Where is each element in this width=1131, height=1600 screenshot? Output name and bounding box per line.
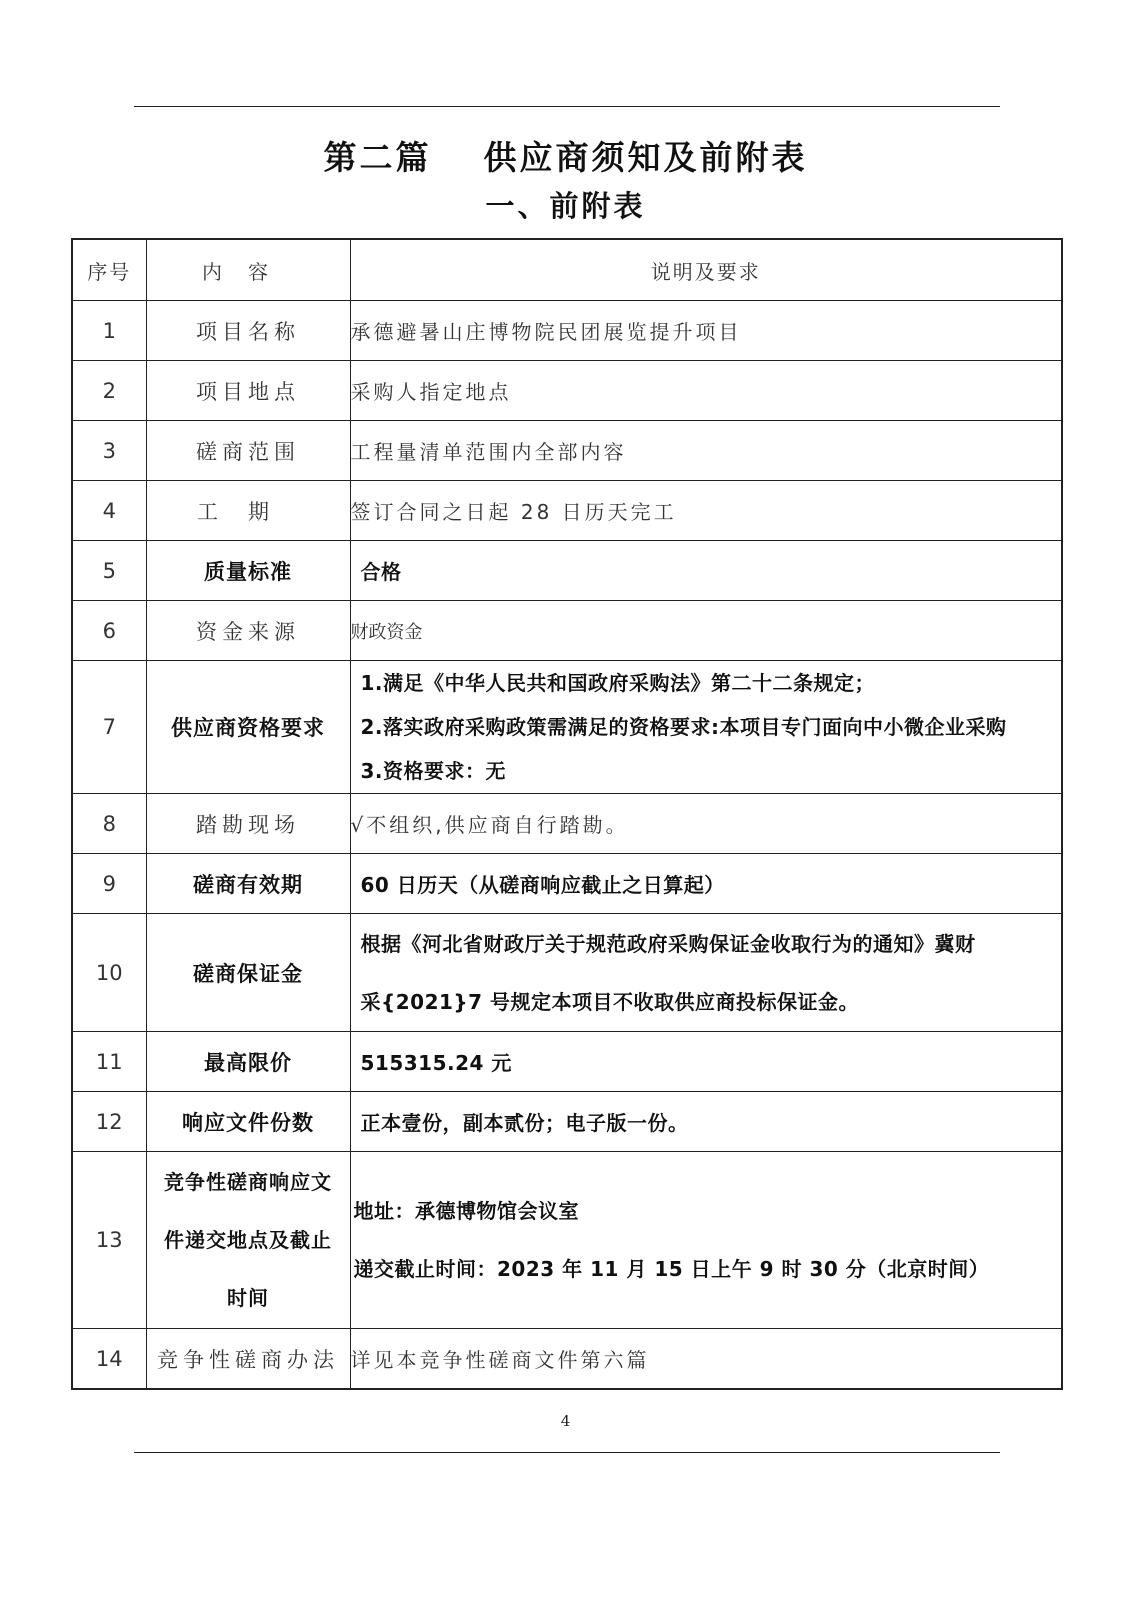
row-description: 60 日历天（从磋商响应截止之日算起） bbox=[350, 854, 1062, 914]
desc-line: 地址：承德博物馆会议室 bbox=[353, 1199, 579, 1223]
table-row bbox=[72, 661, 1062, 794]
row-number: 10 bbox=[72, 914, 146, 1032]
row-number: 8 bbox=[72, 794, 146, 854]
row-item: 项目地点 bbox=[146, 361, 350, 421]
desc-line: 根据《河北省财政厅关于规范政府采购保证金收取行为的通知》冀财 bbox=[360, 931, 976, 956]
row-item: 最高限价 bbox=[146, 1032, 350, 1092]
table-row bbox=[72, 1092, 1062, 1152]
desc-line: 采{2021}7 号规定本项目不收取供应商投标保证金。 bbox=[360, 989, 860, 1014]
row-description: 详见本竞争性磋商文件第六篇 bbox=[350, 1329, 1062, 1390]
row-number: 2 bbox=[72, 361, 146, 421]
row-item: 磋商有效期 bbox=[146, 854, 350, 914]
row-number: 5 bbox=[72, 541, 146, 601]
row-description bbox=[350, 914, 1062, 1032]
page-title bbox=[0, 132, 1131, 179]
table-row bbox=[72, 481, 1062, 541]
table-row bbox=[72, 1329, 1062, 1390]
footer-rule bbox=[134, 1452, 1000, 1453]
desc-line: 递交截止时间：2023 年 11 月 15 日上午 9 时 30 分（北京时间） bbox=[353, 1257, 990, 1281]
appendix-table bbox=[71, 238, 1063, 1390]
row-item: 踏勘现场 bbox=[146, 794, 350, 854]
row-item: 供应商资格要求 bbox=[146, 661, 350, 794]
row-number: 14 bbox=[72, 1329, 146, 1390]
row-item: 磋商保证金 bbox=[146, 914, 350, 1032]
header-no: 序号 bbox=[72, 239, 146, 301]
table-header-row bbox=[72, 239, 1062, 301]
page-number: 4 bbox=[560, 1412, 571, 1430]
header-desc: 说明及要求 bbox=[350, 239, 1062, 301]
row-item: 磋商范围 bbox=[146, 421, 350, 481]
row-number: 11 bbox=[72, 1032, 146, 1092]
row-description: 515315.24 元 bbox=[350, 1032, 1062, 1092]
table-row bbox=[72, 1032, 1062, 1092]
row-description: 签订合同之日起 28 日历天完工 bbox=[350, 481, 1062, 541]
row-item: 工期 bbox=[146, 481, 350, 541]
row-item: 质量标准 bbox=[146, 541, 350, 601]
desc-line: 2.落实政府采购政策需满足的资格要求:本项目专门面向中小微企业采购 bbox=[360, 715, 1007, 739]
row-number: 7 bbox=[72, 661, 146, 794]
desc-line: 1.满足《中华人民共和国政府采购法》第二十二条规定； bbox=[360, 671, 876, 695]
table-row bbox=[72, 914, 1062, 1032]
row-description: √不组织,供应商自行踏勘。 bbox=[350, 794, 1062, 854]
row-number: 13 bbox=[72, 1152, 146, 1329]
row-description: 采购人指定地点 bbox=[350, 361, 1062, 421]
table-row bbox=[72, 854, 1062, 914]
header-rule bbox=[134, 106, 1000, 107]
row-number: 12 bbox=[72, 1092, 146, 1152]
row-description: 合格 bbox=[350, 541, 1062, 601]
table-row bbox=[72, 794, 1062, 854]
table-row bbox=[72, 361, 1062, 421]
row-number: 1 bbox=[72, 301, 146, 361]
item-line: 竞争性磋商响应文 bbox=[164, 1170, 332, 1194]
table-row bbox=[72, 601, 1062, 661]
section-subtitle: 一、前附表 bbox=[485, 189, 646, 223]
row-item: 响应文件份数 bbox=[146, 1092, 350, 1152]
row-description: 工程量清单范围内全部内容 bbox=[350, 421, 1062, 481]
title-part: 第二篇 bbox=[323, 138, 432, 177]
row-item: 项目名称 bbox=[146, 301, 350, 361]
row-item: 资金来源 bbox=[146, 601, 350, 661]
item-line: 时间 bbox=[227, 1286, 269, 1310]
title-main: 供应商须知及前附表 bbox=[483, 138, 808, 177]
table-row bbox=[72, 421, 1062, 481]
row-item bbox=[146, 1152, 350, 1329]
table-row bbox=[72, 541, 1062, 601]
desc-line: 3.资格要求：无 bbox=[360, 759, 507, 783]
row-description: 正本壹份，副本贰份；电子版一份。 bbox=[350, 1092, 1062, 1152]
row-description bbox=[350, 1152, 1062, 1329]
row-description bbox=[350, 661, 1062, 794]
item-line: 件递交地点及截止 bbox=[164, 1228, 332, 1252]
row-item: 竞争性磋商办法 bbox=[146, 1329, 350, 1390]
row-description: 承德避暑山庄博物院民团展览提升项目 bbox=[350, 301, 1062, 361]
row-number: 6 bbox=[72, 601, 146, 661]
table-row bbox=[72, 301, 1062, 361]
table-row bbox=[72, 1152, 1062, 1329]
row-description: 财政资金 bbox=[350, 601, 1062, 661]
row-number: 9 bbox=[72, 854, 146, 914]
row-number: 4 bbox=[72, 481, 146, 541]
header-content: 内容 bbox=[146, 239, 350, 301]
row-number: 3 bbox=[72, 421, 146, 481]
